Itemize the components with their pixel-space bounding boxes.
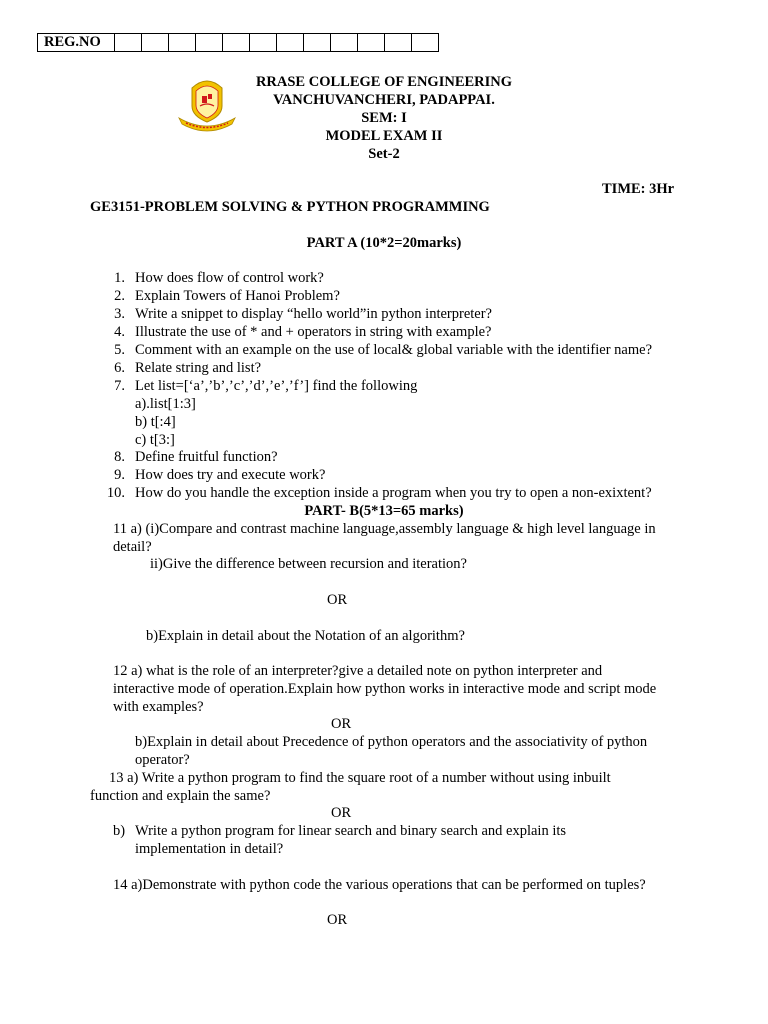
- college-address: VANCHUVANCHERI, PADAPPAI.: [273, 92, 495, 108]
- college-name: RRASE COLLEGE OF ENGINEERING: [255, 74, 513, 90]
- reg-no-box: [115, 34, 142, 52]
- question-14a: 14 a)Demonstrate with python code the various operations that can be performed on tuples?: [113, 877, 646, 893]
- reg-no-box: [142, 34, 169, 52]
- reg-no-box: [223, 34, 250, 52]
- part-a-title: PART A (10*2=20marks): [306, 235, 462, 251]
- reg-no-box: [412, 34, 439, 52]
- question-7: Let list=[‘a’,’b’,’c’,’d’,’e’,’f’] find the following: [135, 378, 418, 394]
- question-11b: b)Explain in detail about the Notation of an algorithm?: [146, 628, 465, 644]
- or-separator: OR: [331, 805, 352, 821]
- question-3: Write a snippet to display “hello world”in python interpreter?: [135, 306, 492, 322]
- reg-no-label: REG.NO: [38, 34, 115, 52]
- question-number: 2.: [114, 288, 125, 304]
- question-number: 7.: [114, 378, 125, 394]
- or-separator: OR: [327, 912, 348, 928]
- reg-no-box: [169, 34, 196, 52]
- question-4: Illustrate the use of * and + operators in string with example?: [135, 324, 492, 340]
- exam-title: MODEL EXAM II: [325, 128, 443, 144]
- question-11a: 11 a) (i)Compare and contrast machine language,assembly language & high level language in: [113, 521, 656, 537]
- question-11a-ii: ii)Give the difference between recursion and iteration?: [150, 556, 467, 572]
- question-2: Explain Towers of Hanoi Problem?: [135, 288, 340, 304]
- question-7c: c) t[3:]: [135, 432, 175, 448]
- semester: SEM: I: [361, 110, 407, 126]
- exam-time: TIME: 3Hr: [602, 181, 675, 197]
- question-12b-cont: operator?: [135, 752, 190, 768]
- question-8: Define fruitful function?: [135, 449, 278, 465]
- reg-no-box: [196, 34, 223, 52]
- or-separator: OR: [327, 592, 348, 608]
- reg-no-box: [358, 34, 385, 52]
- reg-no-box: [385, 34, 412, 52]
- question-7a: a).list[1:3]: [135, 396, 196, 412]
- reg-no-box: [250, 34, 277, 52]
- question-12a-cont: interactive mode of operation.Explain how python works in interactive mode and script mode: [113, 681, 657, 697]
- exam-set: Set-2: [368, 146, 400, 162]
- question-1: How does flow of control work?: [135, 270, 324, 286]
- question-number: 4.: [114, 324, 125, 340]
- course-title: GE3151-PROBLEM SOLVING & PYTHON PROGRAMMING: [90, 199, 490, 215]
- question-number: 9.: [114, 467, 125, 483]
- question-12a-cont: with examples?: [113, 699, 204, 715]
- question-13b-label: b): [113, 823, 126, 839]
- reg-no-table: [37, 33, 439, 52]
- question-10: How do you handle the exception inside a program when you try to open a non-exixtent?: [135, 485, 652, 501]
- question-number: 8.: [114, 449, 125, 465]
- question-12b: b)Explain in detail about Precedence of python operators and the associativity of python: [135, 734, 648, 750]
- or-separator: OR: [331, 716, 352, 732]
- question-number: 10.: [106, 485, 125, 501]
- reg-no-box: [304, 34, 331, 52]
- question-number: 1.: [114, 270, 125, 286]
- question-13b-cont: implementation in detail?: [135, 841, 284, 857]
- question-5: Comment with an example on the use of local& global variable with the identifier name?: [135, 342, 653, 358]
- question-number: 5.: [114, 342, 125, 358]
- question-7b: b) t[:4]: [135, 414, 176, 430]
- part-b-title: PART- B(5*13=65 marks): [304, 503, 464, 519]
- question-13b: Write a python program for linear search and binary search and explain its: [135, 823, 567, 839]
- reg-no-box: [277, 34, 304, 52]
- question-11a-cont: detail?: [113, 539, 152, 555]
- reg-no-box: [331, 34, 358, 52]
- question-9: How does try and execute work?: [135, 467, 326, 483]
- question-6: Relate string and list?: [135, 360, 262, 376]
- question-13a-cont: function and explain the same?: [90, 788, 271, 804]
- question-13a: 13 a) Write a python program to find the square root of a number without using inbuilt: [109, 770, 611, 786]
- question-number: 3.: [114, 306, 125, 322]
- question-number: 6.: [114, 360, 125, 376]
- question-12a: 12 a) what is the role of an interpreter?give a detailed note on python interpreter and: [113, 663, 603, 679]
